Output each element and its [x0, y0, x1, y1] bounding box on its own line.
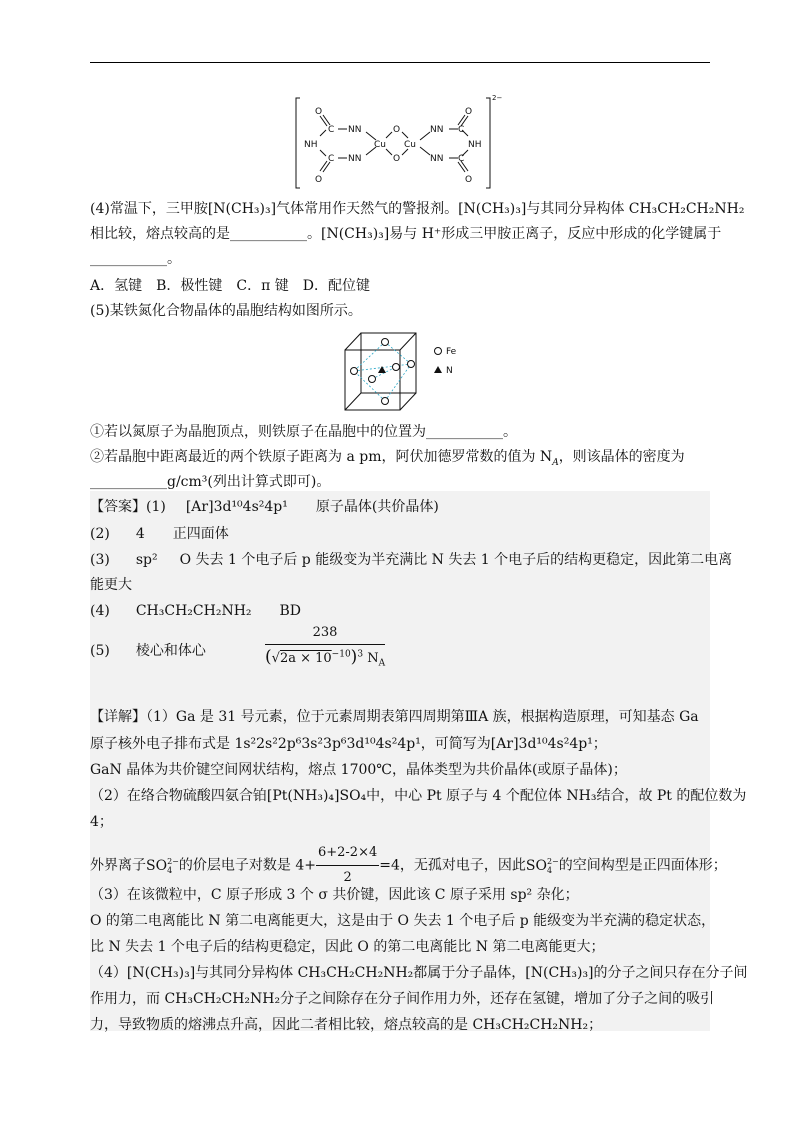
detail-1a: 【详解】（1）Ga 是 31 号元素，位于元素周期表第四周期第ⅢA 族，根据构造原理，可知基态 Ga — [90, 709, 699, 725]
detail-4c: 力，导致物质的熔沸点升高，因此二者相比较，熔点较高的是 CH₃CH₂CH₂NH₂； — [90, 1017, 603, 1033]
atom-o: O — [465, 107, 473, 117]
detail-4a: （4）[N(CH₃)₃]与其同分异构体 CH₃CH₂CH₂NH₂都属于分子晶体，[N(CH₃)₃]的分子之间只存在分子间 — [90, 965, 748, 981]
header-rule — [90, 62, 710, 63]
sulfate-ion: SO2− 4 — [525, 856, 559, 875]
detail-2a: （2）在络合物硫酸四氨合铂[Pt(NH₃)₄]SO₄中，中心 Pt 原子与 4 个配位体 NH₃结合，故 Pt 的配位数为 — [90, 788, 747, 804]
q4-line3: ___________。 — [90, 251, 181, 267]
electron-config: [Ar]3d¹⁰4s²4p¹ — [185, 499, 288, 515]
detail-3c: 比 N 失去 1 个电子后的结构更稳定，因此 O 的第二电离能比 N 第二电离能更大； — [90, 939, 605, 955]
atom-nn: NN — [348, 125, 362, 135]
crystal-type: 原子晶体(共价晶体) — [315, 499, 439, 515]
answer-3-line1: (3) sp² O 失去 1 个电子后 p 能级变为半充满比 N 失去 1 个电子后的结构更稳定，因此第二电离 — [90, 552, 733, 568]
atom-nn: NN — [348, 154, 362, 164]
charge-label: 2− — [492, 94, 503, 102]
density-formula — [265, 625, 386, 669]
atom-cu: Cu — [404, 140, 416, 150]
atom-nn: NN — [430, 125, 444, 135]
atom-nh: NH — [304, 140, 318, 150]
detail-3b: O 的第二电离能比 N 第二电离能更大，这是由于 O 失去 1 个电子后 p 能级变为半充满的稳定状态， — [90, 913, 716, 929]
detail-2c: 外界离子SO2− 4 的价层电子对数是 4+ $\frac{6+2-2\times 4}{2}$ =4，无孤对电子，因此SO2− 4 的空间构型是正四面体形； — [90, 845, 727, 885]
na-subscript: A — [552, 457, 559, 468]
density-denominator: $(√2a \times 10^{-10})^3$ $N_A$ — [265, 647, 386, 669]
atom-o: O — [315, 175, 323, 185]
q5-title: (5)某铁氮化合物晶体的晶胞结构如图所示。 — [90, 303, 362, 319]
detail-1c: GaN 晶体为共价键空间网状结构，熔点 1700℃，晶体类型为共价晶体(或原子晶体)； — [90, 762, 627, 778]
atom-c: C — [458, 125, 465, 135]
q5-sub1: ①若以氮原子为晶胞顶点，则铁原子在晶胞中的位置为___________。 — [90, 424, 517, 440]
q4-line2: 相比较，熔点较高的是___________。[N(CH₃)₃]易与 H⁺形成三甲胺正离子，反应中形成的化学键属于 — [90, 226, 722, 242]
detail-3a: （3）在该微粒中，C 原子形成 3 个 σ 共价键，因此该 C 原子采用 sp² 杂化； — [90, 887, 579, 903]
legend-n-label: N — [446, 366, 453, 376]
unit-cell-diagram — [338, 322, 473, 417]
atom-c: C — [328, 125, 335, 135]
density-numerator: 238 — [265, 626, 385, 645]
detail-4b: 作用力，而 CH₃CH₂CH₂NH₂分子之间除存在分子间作用力外，还存在氢键，增加了分子之间的吸引 — [90, 991, 715, 1007]
atom-c: C — [458, 154, 465, 164]
copper-complex-structure — [290, 92, 515, 192]
atom-o: O — [393, 125, 401, 135]
n-atom-icon — [378, 366, 386, 373]
answer-4: (4) CH₃CH₂CH₂NH₂ BD — [90, 603, 302, 619]
q4-line1: (4)常温下，三甲胺[N(CH₃)₃]气体常用作天然气的警报剂。[N(CH₃)₃]与其同分异构体 CH₃CH₂CH₂NH₂ — [90, 201, 745, 217]
answer-2: (2) 4 正四面体 — [90, 526, 229, 542]
q5-sub2-line1: ②若晶胞中距离最近的两个铁原子距离为 a pm，阿伏加德罗常数的值为 $N_A$，则该晶体的密度为 — [90, 449, 685, 468]
legend-fe-label: Fe — [446, 347, 457, 357]
atom-o: O — [465, 175, 473, 185]
detail-2b: 4； — [90, 814, 113, 830]
atom-o: O — [393, 154, 401, 164]
sulfate-ion: SO2− 4 — [146, 856, 179, 875]
atom-c: C — [328, 154, 335, 164]
answer-1: 【答案】(1) [Ar]3d¹⁰4s²4p¹ 原子晶体(共价晶体) — [90, 499, 439, 515]
legend-n-icon — [434, 366, 442, 373]
atom-cu: Cu — [374, 140, 386, 150]
q5-sub2-line2: ___________g/cm³(列出计算式即可)。 — [90, 474, 331, 490]
answer-5: (5) 棱心和体心 — [90, 643, 206, 659]
legend-fe-icon — [435, 348, 442, 355]
atom-nn: NN — [430, 154, 444, 164]
answer-3-line2: 能更大 — [90, 577, 132, 593]
q4-options: A．氢键 B．极性键 C．π 键 D．配位键 — [90, 278, 370, 294]
atom-nh: NH — [468, 140, 482, 150]
detail-1b: 原子核外电子排布式是 1s²2s²2p⁶3s²3p⁶3d¹⁰4s²4p¹，可简写为[Ar]3d¹⁰4s²4p¹； — [90, 736, 607, 752]
atom-o: O — [315, 107, 323, 117]
